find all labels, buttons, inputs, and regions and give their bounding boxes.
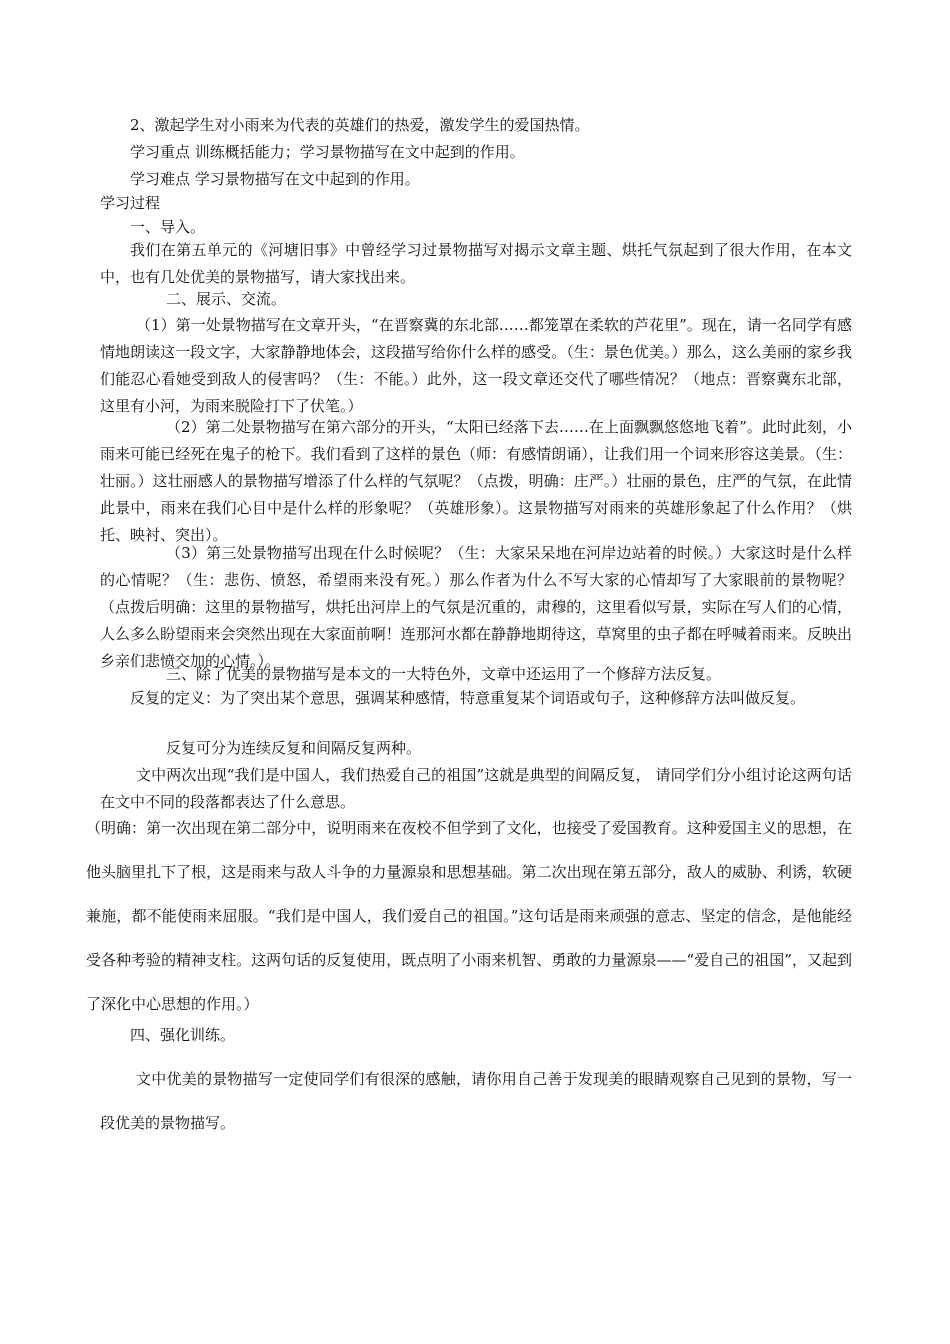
key-point: 学习重点 训练概括能力；学习景物描写在文中起到的作用。 [130,143,525,161]
scene-1-paragraph: （1）第一处景物描写在文章开头，“在晋察冀的东北部……都笼罩在柔软的芦花里”。现在，请一名同学有感情地朗读这一段文字，大家静静地体会，这段描写给你什么样的感受。（生：景色优美。）那么，这么美丽的家乡我们能忍心看她受到敌人的侵害吗？（生：不能。）此外，这一段文章还交代了哪些情况？（地点：晋察冀东北部，这里有小河，为雨来脱险打下了伏笔。） [100,316,852,415]
section-heading-process: 学习过程 [100,194,161,212]
discussion-prompt: 文中两次出现“我们是中国人，我们热爱自己的祖国”这就是典型的间隔反复， 请同学们分小组讨论这两句话在文中不同的段落都表达了什么意思。 [100,766,852,811]
objective-2: 2、激起学生对小雨来为代表的英雄们的热爱，激发学生的爱国热情。 [130,116,590,134]
discussion-answer: （明确：第一次出现在第二部分中，说明雨来在夜校不但学到了文化，也接受了爱国教育。这种爱国主义的思想，在他头脑里扎下了根，这是雨来与敌人斗争的力量源泉和思想基础。第二次出现在第五部分，敌人的威胁、利诱，软硬兼施，都不能使雨来屈服。“我们是中国人，我们爱自己的祖国。”这句话是雨来顽强的意志、坚定的信念，是他能经受各种考验的精神支柱。这两句话的反复使用，既点明了小雨来机智、勇敢的力量源泉——“爱自己的祖国”，又起到了深化中心思想的作用。） [86,819,852,1013]
step-2-heading: 二、展示、交流。 [166,290,287,308]
scene-2-paragraph: （2）第二处景物描写在第六部分的开头，“太阳已经落下去……在上面飘飘悠悠地飞着”。此时此刻，小雨来可能已经死在鬼子的枪下。我们看到了这样的景色（师：有感情朗诵），让我们用一个词来形容这美景。（生：壮丽。）这壮丽感人的景物描写增添了什么样的气氛呢？（点拨，明确：庄严。）壮丽的景色，庄严的气氛，在此情此景中，雨来在我们心目中是什么样的形象呢？（英雄形象）。这景物描写对雨来的英雄形象起了什么作用？（烘托、映衬、突出）。 [100,418,852,544]
repetition-definition: 反复的定义：为了突出某个意思，强调某种感情，特意重复某个词语或句子，这种修辞方法叫做反复。 [130,689,806,707]
step-3-heading: 三、除了优美的景物描写是本文的一大特色外，文章中还运用了一个修辞方法反复。 [166,665,722,683]
difficult-point: 学习难点 学习景物描写在文中起到的作用。 [130,170,420,188]
scene-3-paragraph: （3）第三处景物描写出现在什么时候呢？（生：大家呆呆地在河岸边站着的时候。）大家这时是什么样的心情呢？（生：悲伤、愤怒，希望雨来没有死。）那么作者为什么不写大家的心情却写了大家眼前的景物呢？（点拨后明确：这里的景物描写，烘托出河岸上的气氛是沉重的，肃穆的，这里看似写景，实际在写人们的心情，人么多么盼望雨来会突然出现在大家面前啊！连那河水都在静静地期待这，草窝里的虫子都在呼喊着雨来。反映出乡亲们悲愤交加的心情。）。 [100,544,852,670]
step-4-heading: 四、强化训练。 [130,1026,236,1044]
step-1-heading: 一、导入。 [130,218,206,236]
repetition-types: 反复可分为连续反复和间隔反复两种。 [166,739,422,757]
exercise-paragraph: 文中优美的景物描写一定使同学们有很深的感触，请你用自己善于发现美的眼睛观察自己见到的景物，写一段优美的景物描写。 [100,1070,852,1132]
step-1-paragraph: 我们在第五单元的《河塘旧事》中曾经学习过景物描写对揭示文章主题、烘托气氛起到了很大作用，在本文中，也有几处优美的景物描写，请大家找出来。 [100,241,852,286]
